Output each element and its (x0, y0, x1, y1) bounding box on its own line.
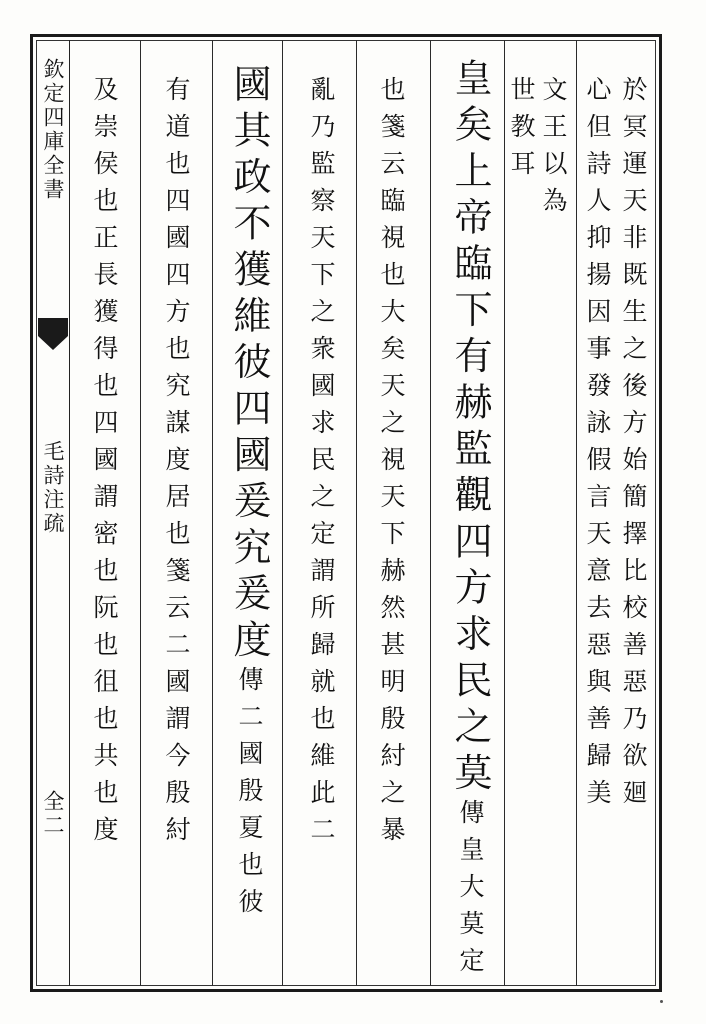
book-title: 欽定四庫全書 (41, 58, 65, 202)
text-column-7: 亂乃監察天下之衆國求民之定謂所歸就也維此二 (307, 76, 336, 853)
fishtail-notch (38, 336, 68, 350)
text-column-8 (222, 64, 277, 925)
text-column-1: 於冥運天非既生之後方始簡擇比校善惡乃欲廻 (619, 76, 648, 816)
text-column-4: 世教耳 (507, 76, 536, 187)
column-rule (212, 40, 213, 986)
main-text: 皇矣上帝臨下有赫監觀四方求民之莫 (448, 58, 492, 799)
text-column-10: 及崇侯也正長獲得也四國謂密也阮也徂也共也度 (90, 76, 119, 853)
column-rule (356, 40, 357, 986)
fishtail-mark (38, 318, 68, 336)
section-title: 毛詩注疏 (41, 440, 65, 536)
text-column-5 (443, 58, 498, 984)
column-rule (140, 40, 141, 986)
commentary-text: 傳二國殷夏也彼 (235, 665, 264, 925)
text-column-6: 也箋云臨視也大矣天之視天下赫然甚明殷紂之暴 (377, 76, 406, 853)
text-column-2: 心但詩人抑揚因事發詠假言天意去惡與善歸美 (583, 76, 612, 816)
text-column-3: 文王以為 (539, 76, 568, 224)
column-rule (576, 40, 577, 986)
ink-speck (660, 1000, 663, 1003)
page-number: 全二 (41, 790, 65, 838)
column-rule (430, 40, 431, 986)
commentary-text: 傳皇大莫定 (456, 798, 485, 984)
main-text: 國其政不獲維彼四國爰究爰度 (227, 64, 271, 666)
text-column-9: 有道也四國四方也究謀度居也箋云二國謂今殷紂 (162, 76, 191, 853)
column-rule (282, 40, 283, 986)
